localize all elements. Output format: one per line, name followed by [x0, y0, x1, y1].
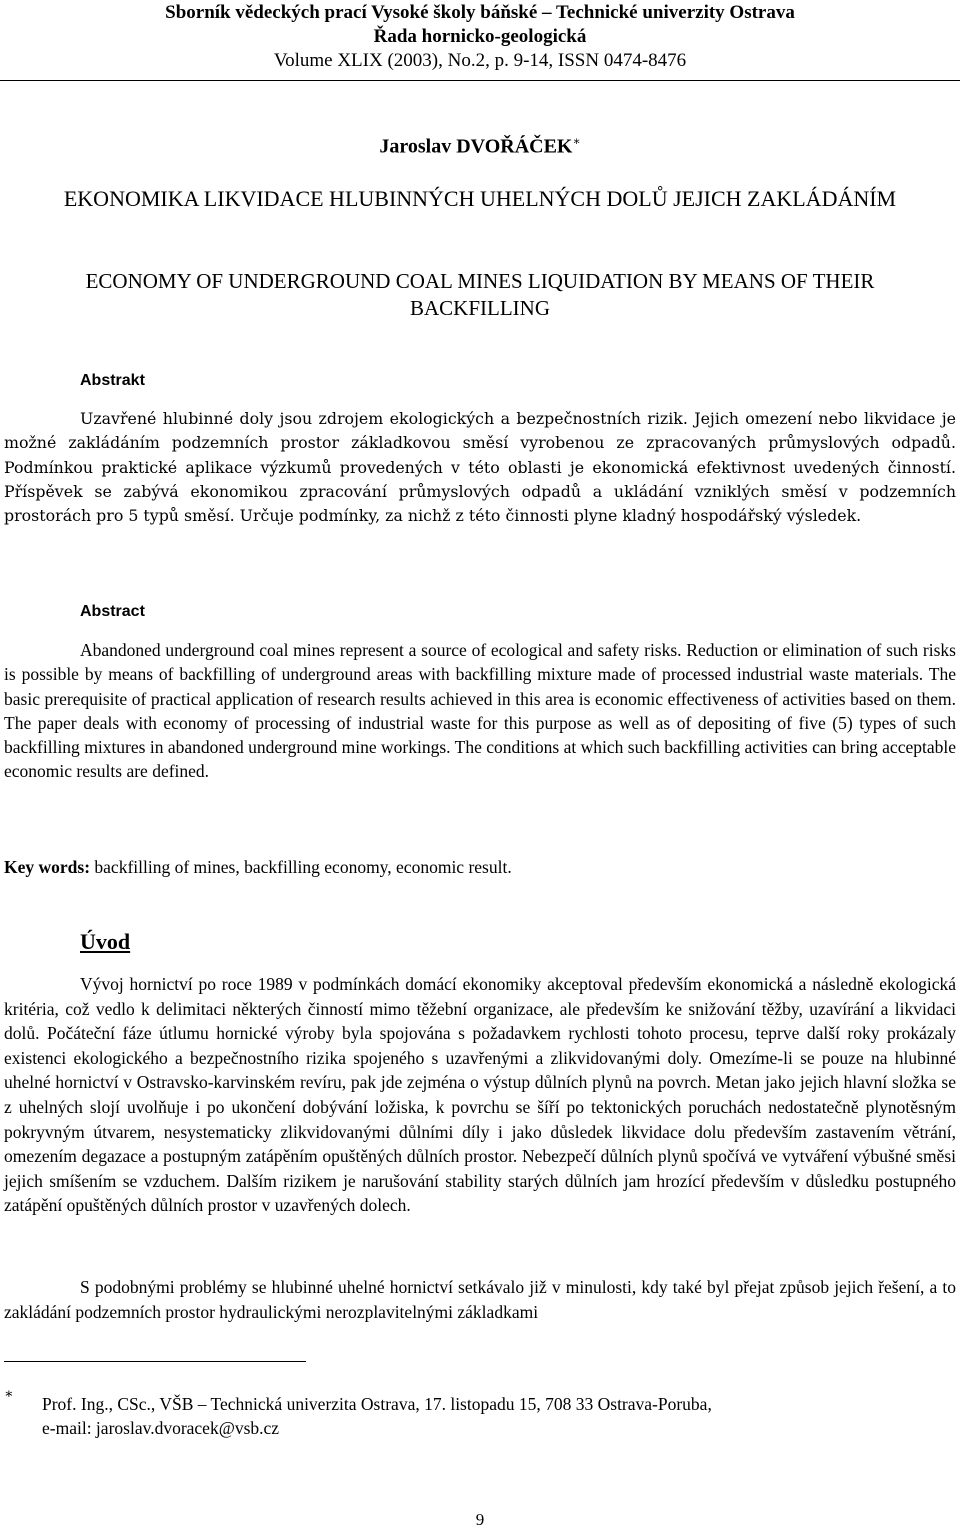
author	[0, 134, 960, 159]
abstract-text: Abandoned underground coal mines represent a source of ecological and safety risks. Reduction or elimination of such risks is possible by means of backfilling of underground areas with backfilling mixture made of processed industrial waste materials. The basic prerequisite of practical application of research results achieved in this area is economic effectiveness of activities based on them. The paper deals with economy of processing of industrial waste for this purpose as well as of depositing of five (5) types of such backfilling mixtures in abandoned underground mine workings. The conditions at which such backfilling activities can bring acceptable economic results are defined.	[4, 640, 956, 782]
journal-volume: Volume XLIX (2003), No.2, p. 9-14, ISSN 0474-8476	[273, 50, 687, 71]
title-english: ECONOMY OF UNDERGROUND COAL MINES LIQUIDATION BY MEANS OF THEIR BACKFILLING	[85, 269, 875, 320]
keywords-label: Key words:	[4, 857, 91, 877]
footnote-text	[42, 1392, 712, 1440]
footnote-email: e-mail: jaroslav.dvoracek@vsb.cz	[42, 1418, 280, 1438]
keywords	[4, 857, 512, 878]
abstract-heading: Abstract	[80, 603, 145, 620]
title-czech: EKONOMIKA LIKVIDACE HLUBINNÝCH UHELNÝCH DOLŮ JEJICH ZAKLÁDÁNÍM	[63, 186, 897, 211]
footnote-mark: ∗	[4, 1387, 14, 1402]
uvod-paragraph-1: Vývoj hornictví po roce 1989 v podmínkách domácí ekonomiky akceptoval především ekonomická a následně ekologická kritéria, což vedlo k delimitaci některých činností mimo těžební organizace, ale především ke snižování těžby, uzavírání a likvidaci dolů. Počáteční fáze útlumu hornické výroby byla spojována s požadavkem rychlosti tohoto procesu, teprve další roky prokázaly existenci ekologického a bezpečnostního rizika spojeného s uzavřenými a zlikvidovanými doly. Omezíme-li se pouze na hlubinné uhelné hornictví v Ostravsko-karvinském revíru, pak jde zejména o výstup důlních plynů na povrch. Metan jako jejich hlavní složka se z uhelných slojí uvolňuje i po ukončení dobývání ložiska, k povrchu se šíří po tektonických poruchách nedostatečně plynotěsným pokryvným útvarem, nesystematicky zlikvidovanými důlními díly i jako důsledek likvidace dolu především zastavením větrání, omezením degazace a postupným zatápěním opuštěných důlních prostor. Nebezpečí důlních plynů spočívá ve vytváření výbušné směsi jejich smíšením se vzduchem. Dalším rizikem je narušování stability starých důlních jam hrozící především v důsledku postupného zatápění opuštěných důlních prostor v uzavřených dolech.	[4, 974, 956, 1216]
abstrakt-heading: Abstrakt	[80, 372, 145, 389]
author-footnote-mark: ∗	[572, 134, 581, 148]
footnote-affiliation: Prof. Ing., CSc., VŠB – Technická univerzita Ostrava, 17. listopadu 15, 708 33 Ostrava-Poruba,	[42, 1394, 712, 1414]
footnote-divider	[4, 1361, 306, 1362]
journal-series: Řada hornicko-geologická	[373, 26, 587, 47]
abstrakt-text: Uzavřené hlubinné doly jsou zdrojem ekologických a bezpečnostních rizik. Jejich omezení nebo likvidace je možné zakládáním podzemních prostor základkovou směsí vyrobenou ze zpracovaných průmyslových odpadů. Podmínkou praktické aplikace výzkumů provedených v této oblasti je ekonomická efektivnost uvedených činností. Příspěvek se zabývá ekonomikou zpracování průmyslových odpadů a ukládání vzniklých směsí v podzemních prostorách pro 5 typů směsí. Určuje podmínky, za nichž z této činnosti plyne kladný hospodářský výsledek.	[4, 409, 956, 526]
author-name: Jaroslav DVOŘÁČEK	[379, 135, 573, 158]
uvod-heading: Úvod	[80, 929, 131, 954]
keywords-text: backfilling of mines, backfilling economy, economic result.	[90, 857, 512, 877]
page-number: 9	[475, 1510, 485, 1529]
journal-header	[0, 0, 960, 81]
uvod-paragraph-2: S podobnými problémy se hlubinné uhelné hornictví setkávalo již v minulosti, kdy také byl přejat způsob jejich řešení, a to zakládání podzemních prostor hydraulickými nerozplavitelnými základkami	[4, 1277, 956, 1322]
journal-title: Sborník vědeckých prací Vysoké školy báňské – Technické univerzity Ostrava	[165, 2, 795, 23]
